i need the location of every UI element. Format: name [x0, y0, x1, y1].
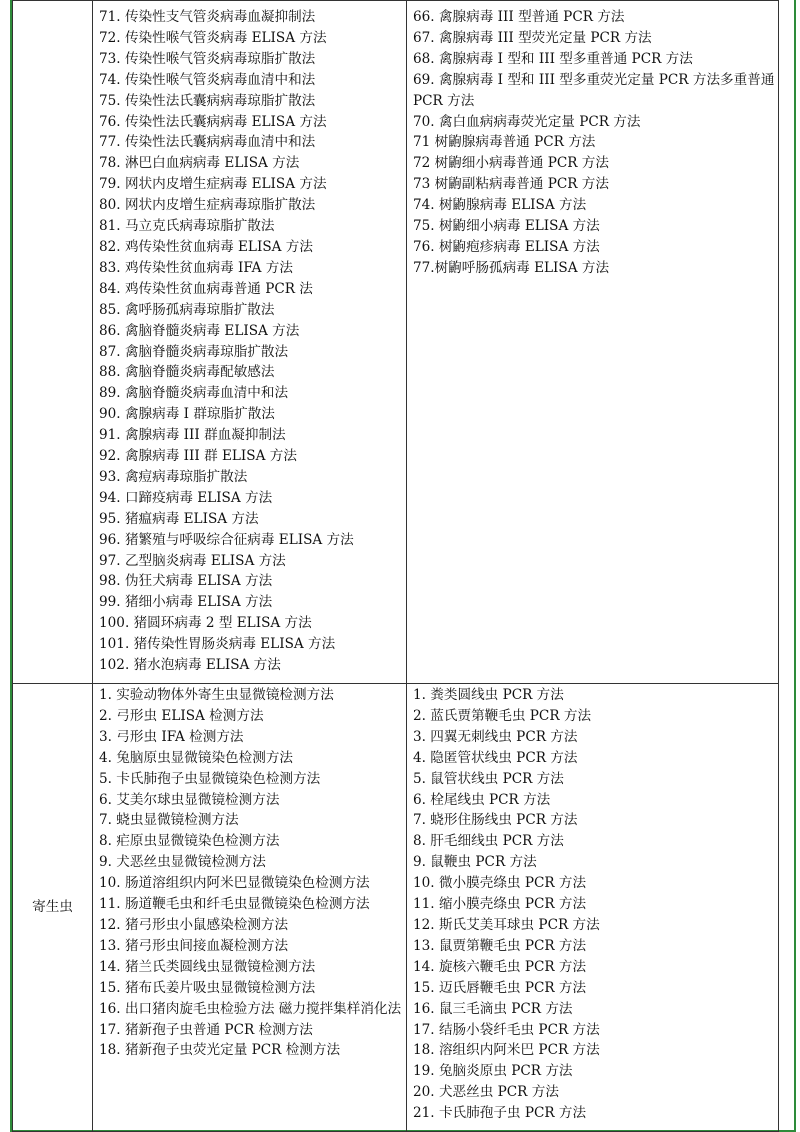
list-item: 12. 猪弓形虫小鼠感染检测方法: [99, 916, 289, 933]
list-item: 76. 树鼩疱疹病毒 ELISA 方法: [413, 238, 600, 255]
list-item: 9. 犬恶丝虫显微镜检测方法: [99, 854, 266, 871]
list-item: 85. 禽呼肠孤病毒琼脂扩散法: [99, 301, 275, 318]
list-item: 11. 缩小膜壳绦虫 PCR 方法: [413, 896, 587, 913]
table-row-parasite: [13, 684, 779, 1132]
list-item: 70. 禽白血病病毒荧光定量 PCR 方法: [413, 113, 641, 130]
list-item: 9. 鼠鞭虫 PCR 方法: [413, 854, 537, 871]
list-item: 7. 蛲虫显微镜检测方法: [99, 812, 239, 829]
list-item: 102. 猪水泡病毒 ELISA 方法: [99, 657, 281, 674]
list-item: 93. 禽痘病毒琼脂扩散法: [99, 468, 248, 485]
list-item: 13. 鼠贾第鞭毛虫 PCR 方法: [413, 937, 587, 954]
list-item: 77. 传染性法氏囊病病毒血清中和法: [99, 134, 316, 151]
list-item: 11. 肠道鞭毛虫和纤毛虫显微镜染色检测方法: [99, 896, 370, 913]
list-item: 1. 实验动物体外寄生虫显微镜检测方法: [99, 687, 334, 703]
list-item: 3. 四翼无刺线虫 PCR 方法: [413, 728, 578, 745]
list-item: 80. 网状内皮增生症病毒琼脂扩散法: [99, 197, 316, 214]
parasite-left-list: [93, 684, 407, 1132]
list-item: 5. 卡氏肺孢子虫显微镜染色检测方法: [99, 770, 321, 787]
methods-table: [12, 0, 779, 1132]
list-item: 4. 兔脑原虫显微镜染色检测方法: [99, 749, 294, 766]
list-item: 21. 卡氏肺孢子虫 PCR 方法: [413, 1105, 587, 1122]
list-item: 71 树鼩腺病毒普通 PCR 方法: [413, 134, 596, 151]
list-item: 73. 传染性喉气管炎病毒琼脂扩散法: [99, 50, 316, 67]
list-item: 100. 猪圆环病毒 2 型 ELISA 方法: [99, 615, 312, 632]
list-item: 94. 口蹄疫病毒 ELISA 方法: [99, 489, 273, 506]
virus-right-list: [407, 1, 779, 684]
list-item: 73 树鼩副粘病毒普通 PCR 方法: [413, 176, 609, 193]
list-item: 14. 猪兰氏类圆线虫显微镜检测方法: [99, 958, 316, 975]
list-item: 6. 栓尾线虫 PCR 方法: [413, 791, 551, 808]
category-cell-virus: [13, 1, 93, 684]
list-item: 78. 淋巴白血病病毒 ELISA 方法: [99, 155, 300, 172]
list-item: 20. 犬恶丝虫 PCR 方法: [413, 1084, 559, 1101]
list-item: 101. 猪传染性胃肠炎病毒 ELISA 方法: [99, 636, 336, 653]
list-item: 8. 肝毛细线虫 PCR 方法: [413, 833, 564, 850]
list-item: 15. 猪布氏姜片吸虫显微镜检测方法: [99, 979, 316, 996]
list-item: 8. 疟原虫显微镜染色检测方法: [99, 833, 280, 850]
virus-left-list: [93, 1, 407, 684]
list-item: 89. 禽脑脊髓炎病毒血清中和法: [99, 385, 289, 402]
list-item: 79. 网状内皮增生症病毒 ELISA 方法: [99, 176, 327, 193]
list-item: 92. 禽腺病毒 III 群 ELISA 方法: [99, 448, 297, 465]
list-item: 18. 溶组织内阿米巴 PCR 方法: [413, 1042, 600, 1059]
list-item: 72. 传染性喉气管炎病毒 ELISA 方法: [99, 29, 327, 46]
list-item: 17. 猪新孢子虫普通 PCR 检测方法: [99, 1021, 313, 1038]
list-item: 83. 鸡传染性贫血病毒 IFA 方法: [99, 259, 293, 276]
list-item: 81. 马立克氏病毒琼脂扩散法: [99, 218, 275, 235]
list-item: 97. 乙型脑炎病毒 ELISA 方法: [99, 552, 286, 569]
list-item: 68. 禽腺病毒 I 型和 III 型多重普通 PCR 方法: [413, 50, 693, 67]
list-item: 77.树鼩呼肠孤病毒 ELISA 方法: [413, 259, 610, 276]
list-item: 6. 艾美尔球虫显微镜检测方法: [99, 791, 280, 808]
list-item: 74. 树鼩腺病毒 ELISA 方法: [413, 197, 587, 214]
list-item: 99. 猪细小病毒 ELISA 方法: [99, 594, 273, 611]
list-item: 91. 禽腺病毒 III 群血凝抑制法: [99, 427, 286, 444]
list-item: 19. 兔脑炎原虫 PCR 方法: [413, 1063, 573, 1080]
list-item: 14. 旋核六鞭毛虫 PCR 方法: [413, 958, 587, 975]
list-item: 10. 肠道溶组织内阿米巴显微镜染色检测方法: [99, 875, 370, 892]
list-item: 1. 粪类圆线虫 PCR 方法: [413, 687, 564, 703]
list-item: 13. 猪弓形虫间接血凝检测方法: [99, 937, 289, 954]
list-item: 82. 鸡传染性贫血病毒 ELISA 方法: [99, 238, 313, 255]
list-item: 17. 结肠小袋纤毛虫 PCR 方法: [413, 1021, 600, 1038]
list-item: 90. 禽腺病毒 I 群琼脂扩散法: [99, 406, 275, 423]
list-item: 69. 禽腺病毒 I 型和 III 型多重荧光定量 PCR 方法多重普通 PCR 方法: [413, 71, 775, 109]
list-item: 10. 微小膜壳绦虫 PCR 方法: [413, 875, 587, 892]
list-item: 72 树鼩细小病毒普通 PCR 方法: [413, 155, 609, 172]
list-item: 16. 鼠三毛滴虫 PCR 方法: [413, 1000, 573, 1017]
list-item: 2. 弓形虫 ELISA 检测方法: [99, 707, 264, 724]
list-item: 74. 传染性喉气管炎病毒血清中和法: [99, 71, 316, 88]
category-cell-parasite: 寄生虫: [13, 684, 93, 1132]
list-item: 76. 传染性法氏囊病病毒 ELISA 方法: [99, 113, 327, 130]
list-item: 98. 伪狂犬病毒 ELISA 方法: [99, 573, 273, 590]
list-item: 95. 猪瘟病毒 ELISA 方法: [99, 510, 259, 527]
list-item: 16. 出口猪肉旋毛虫检验方法 磁力搅拌集样消化法: [99, 1000, 402, 1017]
list-item: 96. 猪繁殖与呼吸综合征病毒 ELISA 方法: [99, 531, 354, 548]
list-item: 18. 猪新孢子虫荧光定量 PCR 检测方法: [99, 1042, 341, 1059]
list-item: 3. 弓形虫 IFA 检测方法: [99, 728, 244, 745]
list-item: 4. 隐匿管状线虫 PCR 方法: [413, 749, 578, 766]
list-item: 5. 鼠管状线虫 PCR 方法: [413, 770, 564, 787]
list-item: 71. 传染性支气管炎病毒血凝抑制法: [99, 9, 316, 25]
list-item: 12. 斯氏艾美耳球虫 PCR 方法: [413, 916, 600, 933]
list-item: 2. 蓝氏贾第鞭毛虫 PCR 方法: [413, 707, 592, 724]
list-item: 66. 禽腺病毒 III 型普通 PCR 方法: [413, 9, 625, 25]
parasite-right-list: [407, 684, 779, 1132]
list-item: 75. 树鼩细小病毒 ELISA 方法: [413, 218, 600, 235]
list-item: 87. 禽脑脊髓炎病毒琼脂扩散法: [99, 343, 289, 360]
list-item: 67. 禽腺病毒 III 型荧光定量 PCR 方法: [413, 29, 652, 46]
list-item: 86. 禽脑脊髓炎病毒 ELISA 方法: [99, 322, 300, 339]
list-item: 7. 蛲形住肠线虫 PCR 方法: [413, 812, 578, 829]
list-item: 15. 迈氏唇鞭毛虫 PCR 方法: [413, 979, 587, 996]
list-item: 75. 传染性法氏囊病病毒琼脂扩散法: [99, 92, 316, 109]
table-row-virus: [13, 1, 779, 684]
list-item: 88. 禽脑脊髓炎病毒配敏感法: [99, 364, 275, 381]
list-item: 84. 鸡传染性贫血病毒普通 PCR 法: [99, 280, 313, 297]
